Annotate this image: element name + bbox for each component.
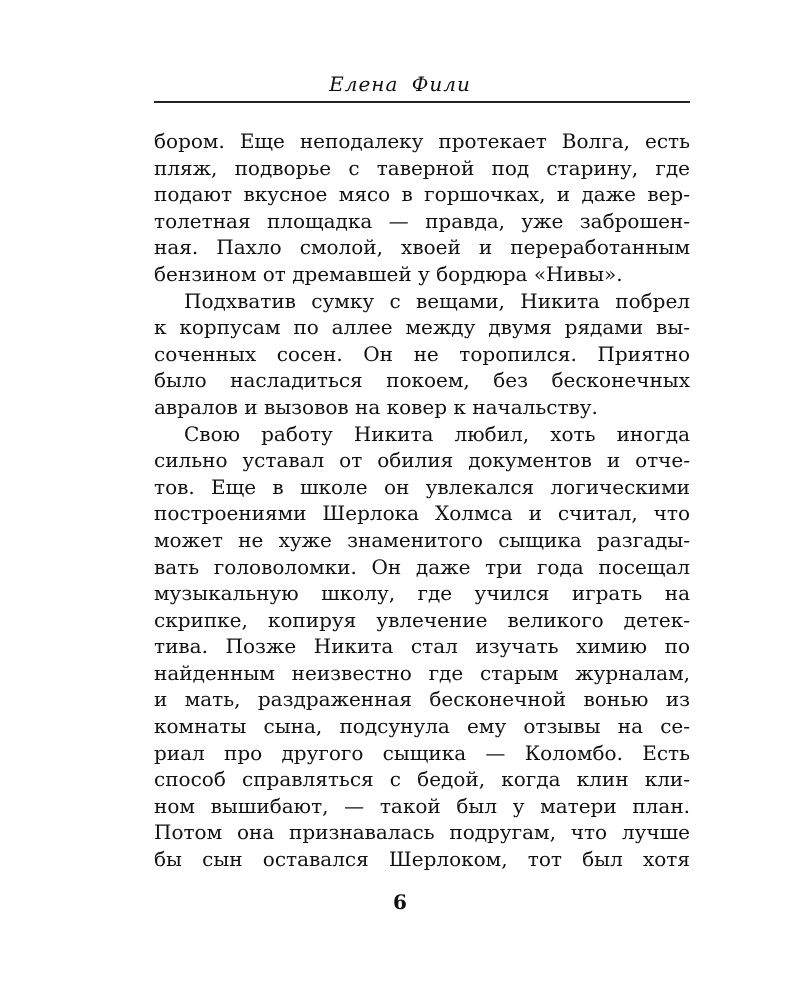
text-line: ном вышибают, — такой был у матери план. bbox=[154, 793, 690, 818]
text-line: Подхватив сумку с вещами, Никита побрел bbox=[184, 288, 690, 313]
text-line: тов. Еще в школе он увлекался логическими bbox=[154, 474, 690, 499]
text-line: бы сын оставался Шерлоком, тот был хотя bbox=[154, 847, 690, 872]
text-line: толетная площадка — правда, уже заброшен- bbox=[154, 208, 690, 233]
text-line: и мать, раздраженная бесконечной вонью из bbox=[154, 687, 690, 712]
text-line: авралов и вызовов на ковер к начальству. bbox=[154, 394, 598, 419]
text-line: подают вкусное мясо в горшочках, и даже вер- bbox=[154, 182, 690, 207]
text-line: вать головоломки. Он даже три года посещал bbox=[154, 554, 690, 579]
text-line: тива. Позже Никита стал изучать химию по bbox=[154, 634, 690, 659]
text-line: было насладиться покоем, без бесконечных bbox=[154, 368, 690, 393]
text-line: бором. Еще неподалеку протекает Волга, есть bbox=[154, 129, 690, 153]
body-text bbox=[154, 128, 690, 873]
text-line: построениями Шерлока Холмса и считал, что bbox=[154, 501, 690, 526]
text-line: пляж, подворье с таверной под старину, где bbox=[154, 155, 690, 180]
text-line: Свою работу Никита любил, хоть иногда bbox=[184, 421, 690, 446]
text-line: Потом она признавалась подругам, что лучше bbox=[154, 820, 690, 845]
text-line: сильно уставал от обилия документов и отче- bbox=[154, 448, 690, 473]
text-line: соченных сосен. Он не торопился. Приятно bbox=[154, 341, 690, 366]
text-line: комнаты сына, подсунула ему отзывы на се- bbox=[154, 714, 690, 739]
text-line: скрипке, копируя увлечение великого детек- bbox=[154, 607, 690, 632]
text-line: к корпусам по аллее между двумя рядами вы- bbox=[154, 315, 690, 340]
text-line: бензином от дремавшей у бордюра «Нивы». bbox=[154, 261, 623, 286]
text-line: ная. Пахло смолой, хвоей и переработанным bbox=[154, 235, 690, 260]
text-line: музыкальную школу, где учился играть на bbox=[154, 581, 690, 606]
text-line: риал про другого сыщика — Коломбо. Есть bbox=[154, 740, 690, 765]
header-rule bbox=[154, 101, 690, 103]
running-head-author: Елена Фили bbox=[329, 72, 471, 96]
text-line: найденным неизвестно где старым журналам, bbox=[154, 660, 690, 685]
page-number: 6 bbox=[393, 890, 407, 914]
text-line: может не хуже знаменитого сыщика разгады- bbox=[154, 527, 690, 552]
text-line: способ справляться с бедой, когда клин кли- bbox=[154, 767, 690, 792]
